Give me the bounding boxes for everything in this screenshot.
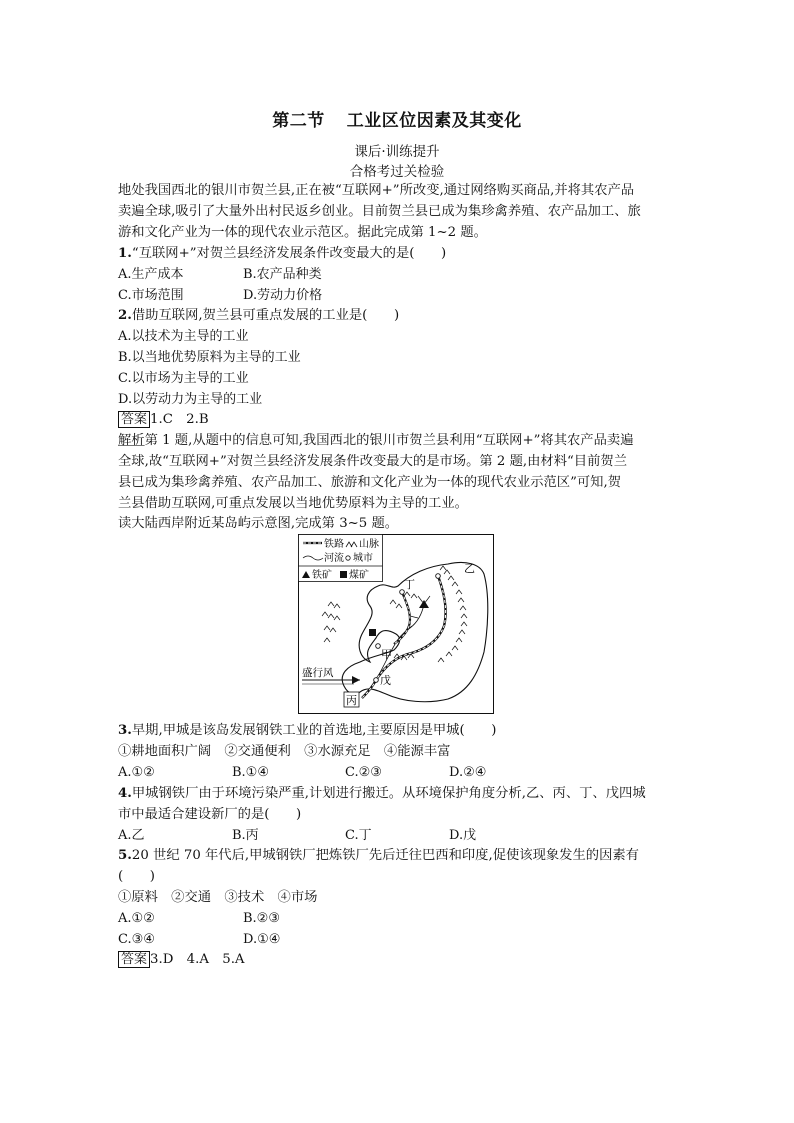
question-text: 借助互联网,贺兰县可重点发展的工业是( ) xyxy=(131,308,400,323)
city-ding: 丁 xyxy=(404,578,415,591)
wind-label: 盛行风 xyxy=(302,667,334,679)
question-text: 20 世纪 70 年代后,甲城钢铁厂把炼铁厂先后迁往巴西和印度,促使该现象发生的因素有 xyxy=(131,848,639,863)
legend-coal: 煤矿 xyxy=(349,570,369,581)
q4-option-a: A.乙 xyxy=(118,828,145,843)
q2-option-b: B.以当地优势原料为主导的工业 xyxy=(118,350,301,365)
question-number: 5. xyxy=(118,848,132,863)
question-number: 1. xyxy=(118,246,132,261)
q3-option-b: B.①④ xyxy=(232,765,269,780)
question-1 xyxy=(118,245,446,263)
q2-option-a: A.以技术为主导的工业 xyxy=(118,329,249,344)
question-2 xyxy=(118,307,399,325)
analysis-line: 全球,故“互联网+”对贺兰县经济发展条件改变最大的是市场。第 2 题,由材料“目前贺兰 xyxy=(118,454,627,469)
passage1-line: 卖遍全球,吸引了大量外出村民返乡创业。目前贺兰县已成为集珍禽养殖、农产品加工、旅 xyxy=(118,204,641,219)
city-icon xyxy=(436,574,441,579)
analysis-line: 兰县借助互联网,可重点发展以当地优势原料为主导的工业。 xyxy=(118,496,468,511)
q1-option-b: B.农产品种类 xyxy=(243,267,322,282)
island-map xyxy=(298,534,494,714)
q1-option-a: A.生产成本 xyxy=(118,267,184,282)
answer-tag: 答案 xyxy=(118,411,150,428)
passage1-line: 地处我国西北的银川市贺兰县,正在被“互联网+”所改变,通过网络购买商品,并将其农产品 xyxy=(118,183,635,198)
city-yi: 乙 xyxy=(464,562,475,575)
q5-option-a: A.①② xyxy=(118,911,155,926)
analysis-line: 县已成为集珍禽养殖、农产品加工、旅游和文化产业为一体的现代农业示范区”可知,贺 xyxy=(118,475,622,490)
legend-mountain: 山脉 xyxy=(359,539,379,550)
legend-railway: 铁路 xyxy=(324,539,344,550)
city-icon xyxy=(346,556,350,560)
question-5-paren: ( ) xyxy=(118,869,155,884)
legend-river: 河流 xyxy=(324,553,344,564)
question-number: 2. xyxy=(118,308,132,323)
q5-option-b: B.②③ xyxy=(243,911,280,926)
question-4-cont: 市中最适合建设新厂的是( ) xyxy=(118,807,302,822)
legend-iron: 铁矿 xyxy=(312,570,332,581)
question-text: 早期,甲城是该岛发展钢铁工业的首选地,主要原因是甲城( ) xyxy=(131,723,497,738)
q2-option-d: D.以劳动力为主导的工业 xyxy=(118,392,263,407)
question-text: “互联网+”对贺兰县经济发展条件改变最大的是( ) xyxy=(131,246,447,261)
city-jia: 甲 xyxy=(381,648,392,661)
answer-tag: 答案 xyxy=(118,951,150,968)
city-icon xyxy=(374,678,379,683)
q4-option-c: C.丁 xyxy=(345,828,372,843)
coal-mine-icon xyxy=(369,629,376,636)
analysis-tag: 解析 xyxy=(118,433,145,448)
subtitle-level: 合格考过关检验 xyxy=(349,164,445,180)
analysis-line xyxy=(118,432,634,450)
q3-option-a: A.①② xyxy=(118,765,155,780)
q3-choices: ①耕地面积广阔 ②交通便利 ③水源充足 ④能源丰富 xyxy=(118,744,451,759)
q3-option-c: C.②③ xyxy=(345,765,382,780)
answer-1 xyxy=(118,411,209,429)
q5-choices: ①原料 ②交通 ③技术 ④市场 xyxy=(118,890,318,905)
passage1-line: 游和文化产业为一体的现代农业示范区。据此完成第 1~2 题。 xyxy=(118,225,487,240)
passage2: 读大陆西岸附近某岛屿示意图,完成第 3~5 题。 xyxy=(118,516,399,531)
answer-text: 1.C 2.B xyxy=(150,412,209,427)
question-number: 3. xyxy=(118,723,132,738)
city-icon xyxy=(376,644,381,649)
q1-option-c: C.市场范围 xyxy=(118,288,184,303)
coal-mine-icon xyxy=(340,571,347,578)
q5-option-c: C.③④ xyxy=(118,932,155,947)
question-3 xyxy=(118,722,496,740)
q5-option-d: D.①④ xyxy=(243,932,281,947)
question-text: 甲城钢铁厂由于环境污染严重,计划进行搬迁。从环境保护角度分析,乙、丙、丁、戊四城 xyxy=(131,786,646,801)
answer-2 xyxy=(118,951,245,969)
question-number: 4. xyxy=(118,786,132,801)
page-title xyxy=(0,106,794,131)
q1-option-d: D.劳动力价格 xyxy=(243,288,323,303)
question-5 xyxy=(118,847,639,865)
q3-option-d: D.②④ xyxy=(449,765,487,780)
city-bing: 丙 xyxy=(346,694,357,707)
section-title: 工业区位因素及其变化 xyxy=(346,111,522,131)
analysis-text: 第 1 题,从题中的信息可知,我国西北的银川市贺兰县利用“互联网+”将其农产品卖遍 xyxy=(144,433,634,448)
q4-option-d: D.戊 xyxy=(449,828,477,843)
q4-option-b: B.丙 xyxy=(232,828,259,843)
q2-option-c: C.以市场为主导的工业 xyxy=(118,371,249,386)
question-4 xyxy=(118,785,646,803)
subtitle-practice: 课后·训练提升 xyxy=(354,144,440,160)
answer-text: 3.D 4.A 5.A xyxy=(150,952,245,967)
legend-city: 城市 xyxy=(353,553,373,564)
city-wu: 戊 xyxy=(380,674,391,687)
section-number: 第二节 xyxy=(272,111,325,131)
